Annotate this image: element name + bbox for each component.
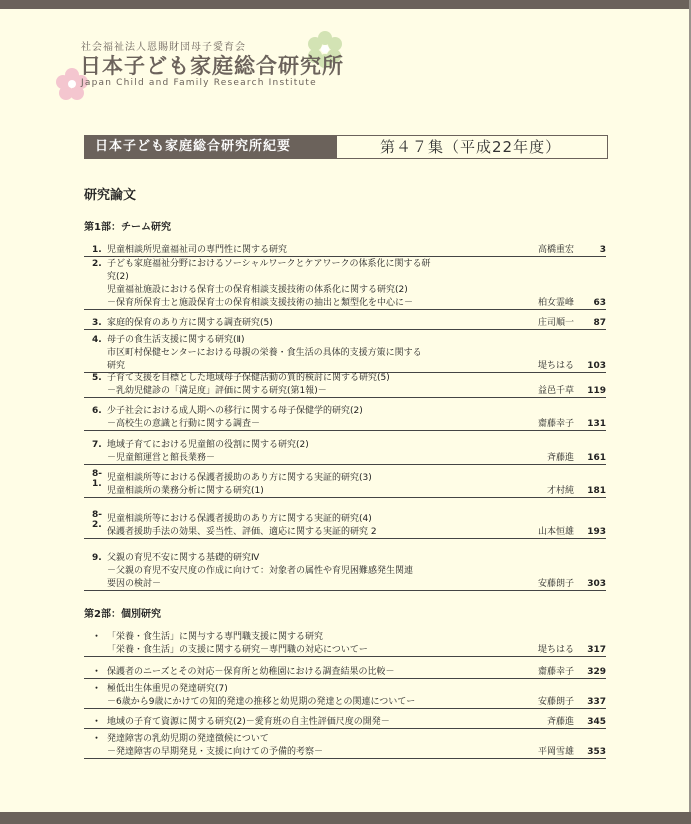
toc-line	[84, 272, 606, 283]
entry-author: 山本恒雄	[537, 527, 574, 537]
entry-title: 家庭的保育のあり方に関する調査研究(5)	[107, 318, 273, 328]
entry-page: 3	[599, 245, 606, 255]
entry-page: 119	[587, 386, 606, 396]
entry-page: 303	[587, 579, 606, 589]
entry-underline	[84, 590, 606, 591]
entry-title: －6歳から9歳にかけての知的発達の推移と幼児期の発達との関連についてー	[107, 697, 416, 707]
entry-title: 子育て支援を目標とした地域母子保健活動の質的検討に関する研究(5)	[107, 373, 390, 383]
entry-underline	[84, 309, 606, 310]
entry-page: 181	[587, 486, 606, 496]
entry-underline	[84, 464, 606, 465]
part-heading: 第2部：個別研究	[84, 609, 161, 620]
entry-number: ・	[92, 632, 102, 642]
entry-number: 8-1.	[92, 469, 102, 489]
entry-page: 345	[587, 717, 606, 727]
entry-title: 児童相談所の業務分析に関する研究(1)	[107, 486, 264, 496]
entry-author: 平岡雪雄	[537, 747, 574, 757]
toc-line	[84, 335, 606, 346]
entry-page: 103	[587, 361, 606, 371]
entry-page: 317	[587, 645, 606, 655]
entry-title: 地域の子育て資源に関する研究(2)－愛育班の自主性評価尺度の開発－	[107, 717, 390, 727]
entry-author: 堤ちはる	[537, 645, 574, 655]
toc-line	[84, 553, 606, 564]
toc-line	[84, 734, 606, 745]
journal-title: 日本子ども家庭総合研究所紀要	[85, 136, 337, 158]
entry-author: 安藤朗子	[537, 697, 574, 707]
toc-line	[84, 386, 606, 397]
entry-underline	[84, 538, 606, 539]
entry-author: 高橋重宏	[537, 245, 574, 255]
toc-line	[84, 527, 606, 538]
entry-number: 2.	[92, 259, 102, 269]
entry-underline	[84, 430, 606, 431]
entry-number: 7.	[92, 440, 102, 450]
toc-line	[84, 579, 606, 590]
entry-title: 母子の食生活支援に関する研究(Ⅱ)	[107, 335, 245, 345]
entry-title: 児童相談所等における保護者援助のあり方に関する実証的研究(4)	[107, 514, 372, 524]
entry-number: 6.	[92, 406, 102, 416]
entry-underline	[84, 708, 606, 709]
toc-line	[84, 419, 606, 430]
logo-institute-name: 日本子ども家庭総合研究所	[80, 54, 344, 78]
entry-title: －父親の育児不安尺度の作成に向けて：対象者の属性や育児困難感発生関連	[107, 566, 414, 576]
entry-page: 131	[587, 419, 606, 429]
toc-line	[84, 298, 606, 309]
entry-underline	[84, 397, 606, 398]
entry-page: 87	[593, 318, 606, 328]
entry-author: 才村純	[546, 486, 574, 496]
toc-line	[84, 259, 606, 270]
toc-line	[84, 245, 606, 256]
entry-page: 193	[587, 527, 606, 537]
entry-underline	[84, 656, 606, 657]
entry-title: 児童相談所児童福祉司の専門性に関する研究	[107, 245, 288, 255]
toc-line	[84, 510, 606, 530]
entry-author: 齋藤幸子	[537, 667, 574, 677]
entry-underline	[84, 497, 606, 498]
entry-title: 子ども家庭福祉分野におけるソーシャルワークとケアワークの体系化に関する研	[107, 259, 431, 269]
entry-title: 要因の検討－	[107, 579, 162, 589]
entry-title: 市区町村保健センターにおける母親の栄養・食生活の具体的支援方策に関する	[107, 348, 422, 358]
entry-number: 4.	[92, 335, 102, 345]
toc-line	[84, 486, 606, 497]
entry-author: 安藤朗子	[537, 579, 574, 589]
toc-line	[84, 632, 606, 643]
entry-number: 8-2.	[92, 510, 102, 530]
entry-author: 斉藤進	[546, 453, 574, 463]
toc-line	[84, 285, 606, 296]
entry-title: 児童福祉施設における保育士の保育相談支援技術の体系化に関する研究(2)	[107, 285, 408, 295]
journal-title-bar	[84, 135, 608, 159]
entry-underline	[84, 678, 606, 679]
toc-line	[84, 373, 606, 384]
logo-english-name: Japan Child and Family Research Institute	[81, 78, 317, 88]
logo-org-name: 社会福祉法人恩賜財団母子愛育会	[81, 42, 246, 53]
section-heading: 研究論文	[84, 188, 137, 203]
entry-underline	[84, 329, 606, 330]
entry-title: 児童相談所等における保護者援助のあり方に関する実証的研究(3)	[107, 473, 372, 483]
entry-title: －保育所保育士と施設保育士の保育相談支援技術の抽出と類型化を中心に－	[107, 298, 414, 308]
toc-line	[84, 697, 606, 708]
entry-title: 保護者のニーズとその対応－保育所と幼稚園における調査結果の比較－	[107, 667, 395, 677]
toc-line	[84, 667, 606, 678]
bottom-border	[0, 812, 691, 824]
entry-number: ・	[92, 684, 102, 694]
entry-page: 337	[587, 697, 606, 707]
entry-underline	[84, 256, 606, 257]
entry-title: 保護者援助手法の効果、妥当性、評価、適応に関する実証的研究 2	[107, 527, 377, 537]
toc-line	[84, 747, 606, 758]
toc-line	[84, 406, 606, 417]
toc-line	[84, 318, 606, 329]
entry-number: 1.	[92, 245, 102, 255]
top-border	[0, 0, 691, 9]
entry-number: ・	[92, 667, 102, 677]
entry-title: 「栄養・食生活」の支援に関する研究－専門職の対応についてー	[107, 645, 368, 655]
entry-page: 161	[587, 453, 606, 463]
toc-line	[84, 440, 606, 451]
toc-line	[84, 684, 606, 695]
entry-page: 63	[593, 298, 606, 308]
entry-title: 研究	[107, 361, 126, 371]
entry-underline	[84, 758, 606, 759]
entry-title: －児童館運営と館長業務－	[107, 453, 216, 463]
toc-line	[84, 361, 606, 372]
entry-author: 柏女霊峰	[537, 298, 574, 308]
journal-volume: 第４７集（平成22年度）	[380, 138, 562, 156]
entry-title: 父親の育児不安に関する基礎的研究Ⅳ	[107, 553, 260, 563]
entry-author: 堤ちはる	[537, 361, 574, 371]
entry-number: 9.	[92, 553, 102, 563]
toc-line	[84, 348, 606, 359]
entry-title: 極低出生体重児の発達研究(7)	[107, 684, 228, 694]
entry-number: 5.	[92, 373, 102, 383]
entry-author: 益邑千草	[537, 386, 574, 396]
toc-line	[84, 469, 606, 489]
entry-title: －発達障害の早期発見・支援に向けての予備的考察－	[107, 747, 324, 757]
entry-author: 斉藤進	[546, 717, 574, 727]
entry-title: －乳幼児健診の「満足度」評価に関する研究(第1報)－	[107, 386, 327, 396]
entry-number: ・	[92, 734, 102, 744]
entry-title: 発達障害の乳幼児期の発達徴候について	[107, 734, 269, 744]
entry-author: 庄司順一	[537, 318, 574, 328]
entry-title: 「栄養・食生活」に関与する専門職支援に関する研究	[107, 632, 324, 642]
entry-page: 329	[587, 667, 606, 677]
entry-underline	[84, 728, 606, 729]
entry-number: 3.	[92, 318, 102, 328]
entry-title: 究(2)	[107, 272, 129, 282]
toc-line	[84, 566, 606, 577]
entry-number: ・	[92, 717, 102, 727]
entry-title: －高校生の意識と行動に関する調査－	[107, 419, 261, 429]
entry-page: 353	[587, 747, 606, 757]
entry-author: 齋藤幸子	[537, 419, 574, 429]
toc-line	[84, 717, 606, 728]
entry-title: 地域子育てにおける児童館の役割に関する研究(2)	[107, 440, 309, 450]
entry-title: 少子社会における成人期への移行に関する母子保健学的研究(2)	[107, 406, 363, 416]
toc-line	[84, 453, 606, 464]
toc-line	[84, 645, 606, 656]
part-heading: 第1部：チーム研究	[84, 222, 171, 233]
